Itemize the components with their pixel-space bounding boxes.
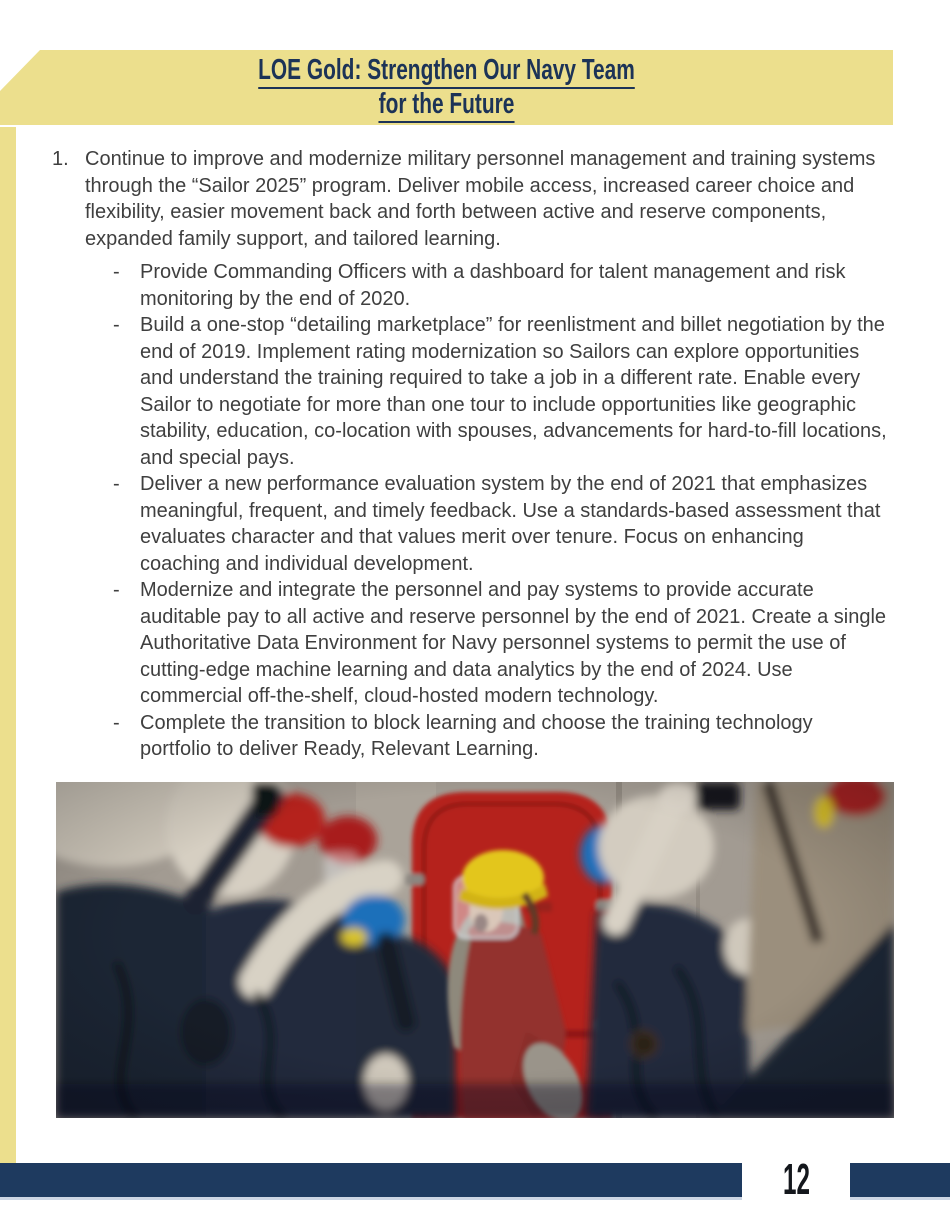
footer-bar-right xyxy=(850,1163,950,1200)
list-item xyxy=(52,471,897,577)
page-number-text: 12 xyxy=(782,1155,810,1204)
bullet-text: Modernize and integrate the personnel and pay systems to provide accurate auditable pay to all active and reserve personnel by the end of 2021. Create a single Authoritative Data Environment for Navy personnel systems to permit the use of cutting-edge machine learning and data analytics by the end of 2024. Use commercial off-the-shelf, cloud-hosted modern technology. xyxy=(140,579,887,707)
bullet-text: Provide Commanding Officers with a dashboard for talent management and risk monitoring by the end of 2020. xyxy=(140,261,846,310)
navy-firefighting-training-photo xyxy=(56,782,894,1118)
bullet-dash: - xyxy=(113,473,120,495)
list-item xyxy=(52,577,897,710)
bullet-dash: - xyxy=(113,261,120,283)
page-title-line1: LOE Gold: Strengthen Our Navy Team xyxy=(125,53,768,87)
list-number: 1. xyxy=(52,148,69,170)
paragraph-text: Continue to improve and modernize military personnel management and training systems through the “Sailor 2025” program. Deliver mobile access, increased career choice and flexibility, easier movement back and forth between active and reserve components, expanded family support, and tailored learning. xyxy=(85,148,876,250)
page-title xyxy=(0,50,893,125)
body-content xyxy=(52,146,897,763)
bullet-dash: - xyxy=(113,579,120,601)
left-margin-strip xyxy=(0,127,16,1163)
page-number xyxy=(742,1156,850,1204)
list-item xyxy=(52,710,897,763)
page-title-line2: for the Future xyxy=(125,87,768,121)
bullet-text: Complete the transition to block learning and choose the training technology portfolio to deliver Ready, Relevant Learning. xyxy=(140,711,813,760)
footer-bar-left xyxy=(0,1163,742,1200)
list-item xyxy=(52,259,897,312)
sub-bullet-list xyxy=(52,259,897,763)
numbered-item xyxy=(52,146,897,252)
list-item xyxy=(52,312,897,471)
bullet-text: Build a one-stop “detailing marketplace” for reenlistment and billet negotiation by the end of 2019. Implement rating modernization so Sailors can explore opportunities and understand the training required to take a job in a different rate. Enable every Sailor to negotiate for more than one tour to include opportunities like geographic stability, education, co-location with spouses, advancements for hard-to-fill locations, and special pays. xyxy=(140,314,887,469)
bullet-dash: - xyxy=(113,314,120,336)
bullet-text: Deliver a new performance evaluation system by the end of 2021 that emphasizes meaningful, frequent, and timely feedback. Use a standards-based assessment that evaluates character and that values merit over tenure. Focus on enhancing coaching and individual development. xyxy=(140,473,881,575)
bullet-dash: - xyxy=(113,711,120,734)
